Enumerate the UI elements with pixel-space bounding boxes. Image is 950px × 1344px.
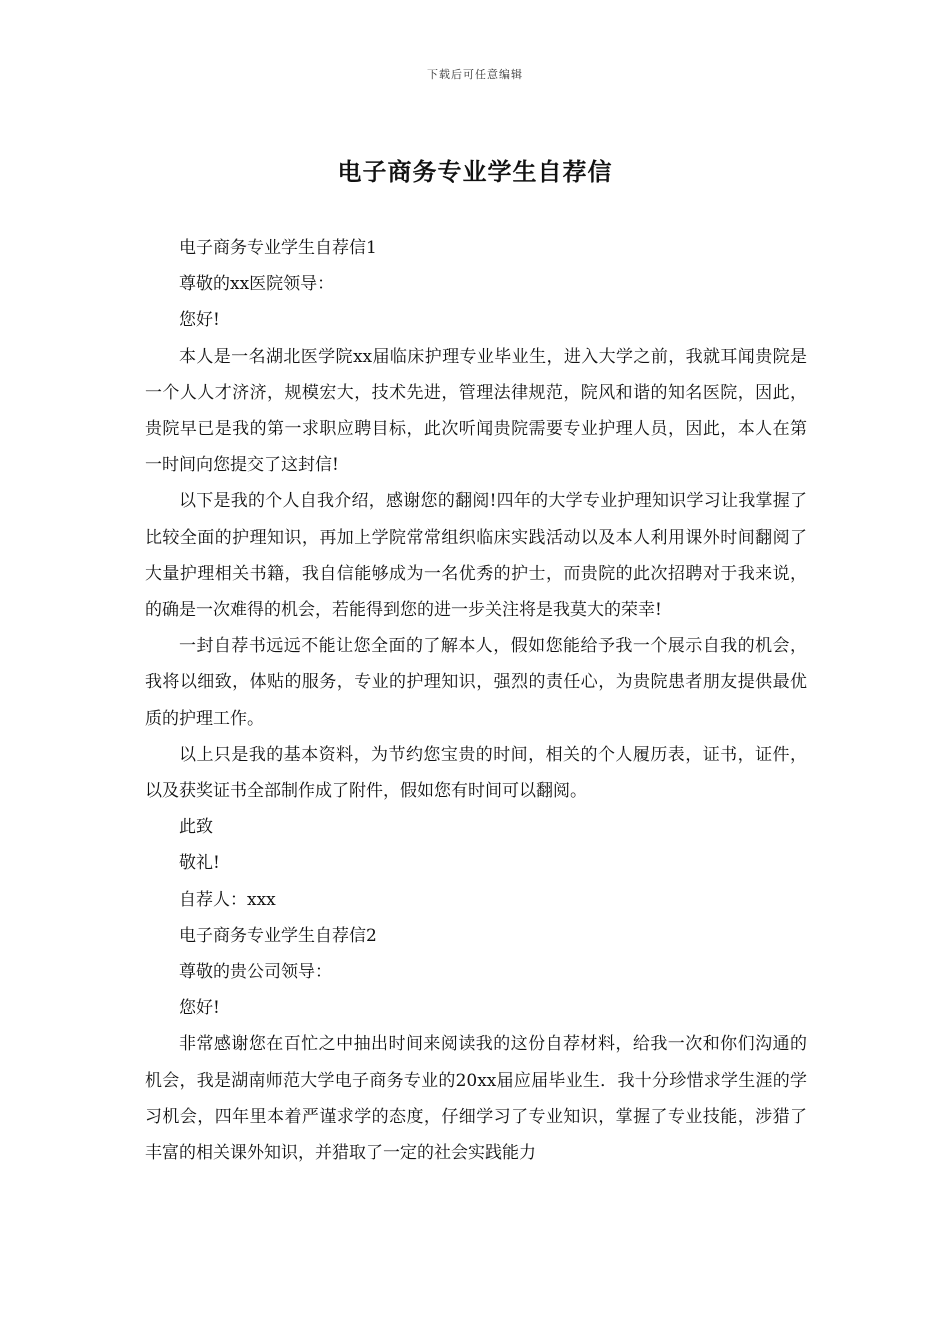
letter1-greeting: 您好! (179, 310, 220, 331)
header-note: 下载后可任意编辑 (427, 68, 523, 81)
letter1-paragraph: 以上只是我的基本资料，为节约您宝贵的时间，相关的个人履历表，证书，证件，以及获奖证书全部制作成了附件，假如您有时间可以翻阅。 (145, 744, 807, 802)
letter2-greeting: 您好! (179, 998, 220, 1019)
letter2-heading: 电子商务专业学生自荐信2 (179, 925, 377, 946)
document-title: 电子商务专业学生自荐信 (337, 157, 613, 186)
letter2-salutation: 尊敬的贵公司领导： (179, 962, 332, 983)
letter1-signature: 自荐人：xxx (179, 889, 276, 910)
letter1-paragraph: 一封自荐书远远不能让您全面的了解本人，假如您能给予我一个展示自我的机会，我将以细致，体贴的服务，专业的护理知识，强烈的责任心，为贵院患者朋友提供最优质的护理工作。 (145, 636, 807, 729)
document-body (145, 230, 807, 1171)
letter2-paragraph: 非常感谢您在百忙之中抽出时间来阅读我的这份自荐材料，给我一次和你们沟通的机会，我是湖南师范大学电子商务专业的20xx届应届毕业生．我十分珍惜求学生涯的学习机会，四年里本着严谨求学的态度，仔细学习了专业知识，掌握了专业技能，涉猎了丰富的相关课外知识，并猎取了一定的社会实践能力 (145, 1034, 807, 1164)
letter1-paragraph: 以下是我的个人自我介绍，感谢您的翻阅!四年的大学专业护理知识学习让我掌握了比较全面的护理知识，再加上学院常常组织临床实践活动以及本人利用课外时间翻阅了大量护理相关书籍，我自信能够成为一名优秀的护士，而贵院的此次招聘对于我来说，的确是一次难得的机会，若能得到您的进一步关注将是我莫大的荣幸! (145, 491, 807, 621)
letter1-closing: 此致 (179, 817, 213, 838)
letter1-paragraph: 本人是一名湖北医学院xx届临床护理专业毕业生，进入大学之前，我就耳闻贵院是一个人人才济济，规模宏大，技术先进，管理法律规范，院风和谐的知名医院，因此，贵院早已是我的第一求职应聘目标，此次听闻贵院需要专业护理人员，因此，本人在第一时间向您提交了这封信! (145, 346, 807, 476)
letter1-salutation: 尊敬的xx医院领导： (179, 274, 335, 295)
letter1-regards: 敬礼! (179, 853, 220, 874)
letter1-heading: 电子商务专业学生自荐信1 (179, 238, 377, 258)
